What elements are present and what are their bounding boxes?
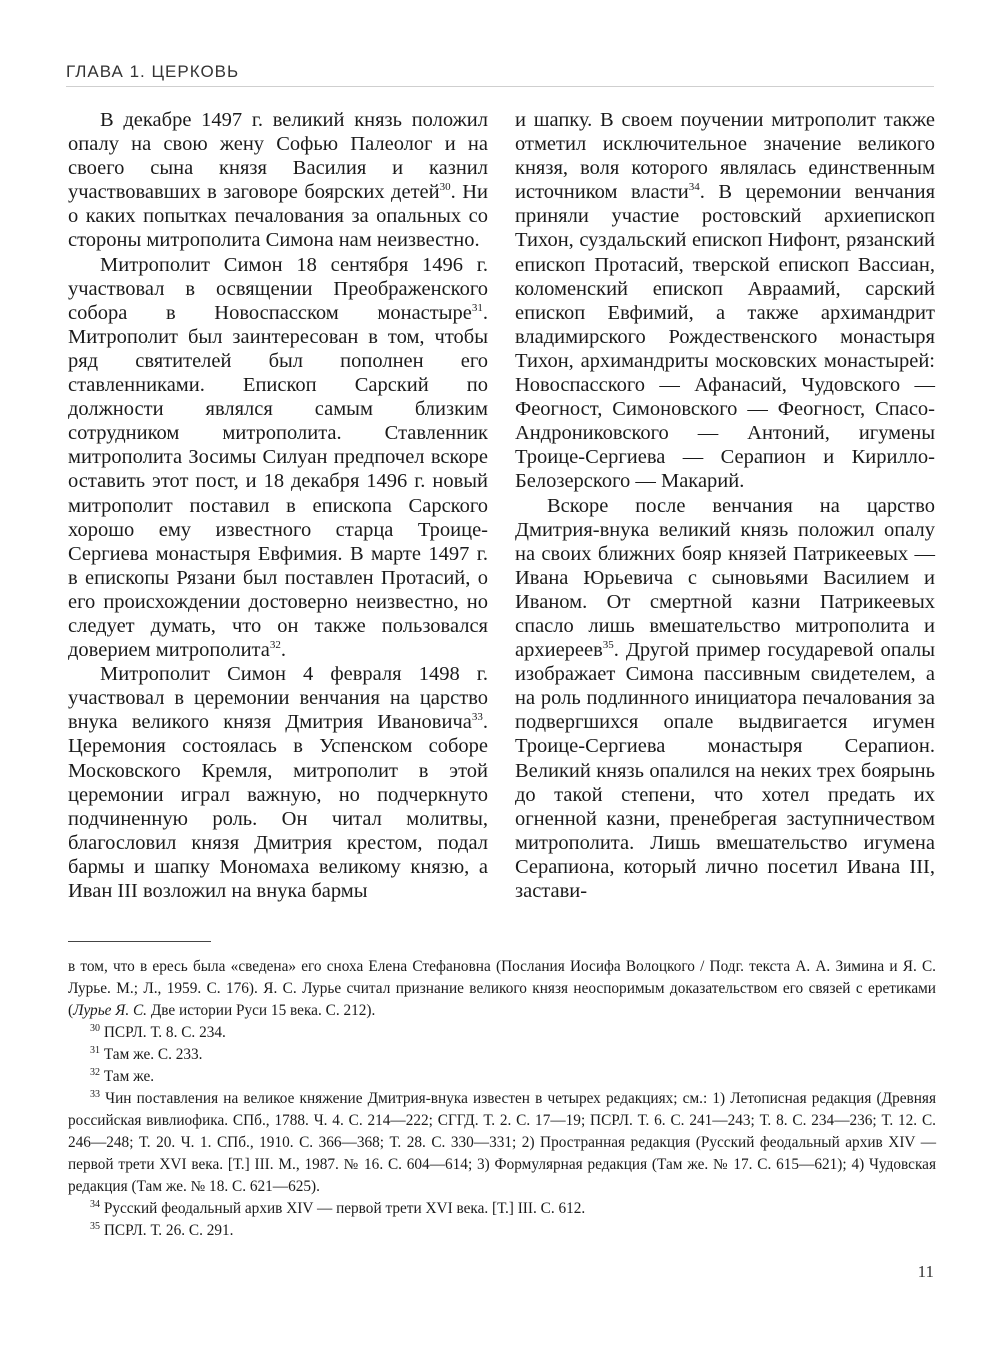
footnote-number: 35 xyxy=(90,1220,100,1232)
footnote-ref[interactable]: 32 xyxy=(269,639,281,652)
chapter-title: ГЛАВА 1. ЦЕРКОВЬ xyxy=(66,62,240,81)
paragraph-text: . xyxy=(280,639,286,662)
paragraph-text: . Ни о каких попытках печалования за опальных со стороны митрополита Симона нам неизвестно. xyxy=(68,181,488,252)
footnote-divider xyxy=(68,941,211,942)
paragraph-text: и шапку. В своем поучении митрополит также отметил исключительное значение великого князя, воля которого являлась единственным источником власти xyxy=(515,109,935,204)
footnote-text: Там же. xyxy=(100,1068,155,1085)
footnote-continuation xyxy=(68,956,936,1022)
paragraph-text: . Церемония состоялась в Успенском соборе Московского Кремля, митрополит в этой церемонии играл важную, но подчеркнуто подчиненную роль. Он читал молитвы, благословил князя Дмитрия крестом, подал бармы и шапку Мономаха великому князю, а Иван III возложил на внука бармы xyxy=(68,711,488,902)
footnote-ref[interactable]: 30 xyxy=(439,181,451,194)
paragraph xyxy=(68,253,488,663)
footnote-text: ПСРЛ. Т. 8. С. 234. xyxy=(100,1024,226,1041)
running-header xyxy=(66,58,934,87)
footnote xyxy=(68,1044,936,1066)
footnote-text: в том, что в ересь была «сведена» его сноха Елена Стефановна (Послания Иосифа Волоцкого / Подг. текста А. А. Зимина и Я. С. Лурье. М.; Л., 1959. С. 176). Я. С. Лурье считал признание великого князя неоспоримым доказательством его связей с еретиками ( xyxy=(68,958,936,1019)
paragraph-text: Митрополит Симон 18 сентября 1496 г. участвовал в освящении Преображенского собора в Новоспасском монастыре xyxy=(68,253,488,324)
right-column xyxy=(515,108,935,903)
footnote-ref[interactable]: 33 xyxy=(471,711,483,724)
paragraph xyxy=(68,662,488,903)
footnote-number: 33 xyxy=(90,1088,100,1100)
paragraph-text: Вскоре после венчания на царство Дмитрия-внука великий князь положил опалу на своих ближних бояр князей Патрикеевых — Ивана Юрьевича с сыновьями Василием и Иваном. От смертной казни Патрикеевых спасло лишь вмешательство митрополита и архиереев xyxy=(515,494,935,662)
paragraph xyxy=(515,108,935,494)
footnote-text: Там же. С. 233. xyxy=(100,1046,203,1063)
page-number: 11 xyxy=(917,1262,934,1281)
footnote xyxy=(68,1066,936,1088)
left-column xyxy=(68,108,488,903)
paragraph-text: . Митрополит был заинтересован в том, чтобы ряд святителей был пополнен его ставленниками. Епископ Сарский по должности являлся самым близким сотрудником митрополита. Ставленник митрополита Зосимы Силуан предпочел вскоре оставить этот пост, и 18 декабря 1496 г. новый митрополит поставил в епископа Сарского хорошо ему известного старца Троице-Сергиева монастыря Евфимия. В марте 1497 г. в епископы Рязани был поставлен Протасий, о его происхождении достоверно неизвестно, но следует думать, что он также пользовался доверием митрополита xyxy=(68,301,488,662)
footnote xyxy=(68,1220,936,1242)
footnote-number: 31 xyxy=(90,1044,100,1056)
paragraph-text: . Другой пример государевой опалы изображает Симона пассивным свидетелем, а на роль подлинного инициатора печалования за подвергшихся опале выдвигается игумен Троице-Сергиева монастыря Серапион. Великий князь опалился на неких трех боярынь до такой степени, что хотел предать их огненной казни, пренебрегая заступничеством митрополита. Лишь вмешательство игумена Серапиона, который лично посетил Ивана III, застави- xyxy=(515,639,935,902)
footnote xyxy=(68,1198,936,1220)
footnote-text: Чин поставления на великое княжение Дмитрия-внука известен в четырех редакциях; см.: 1) Летописная редакция (Древняя российская вивлиофика. СПб., 1788. Ч. 4. С. 214—222; СГГД. Т. 2. С. 17—19; ПСРЛ. Т. 6. С. 241—243; Т. 8. С. 234—236; Т. 12. С. 246—248; Т. 20. Ч. 1. СПб., 1910. С. 366—368; Т. 28. С. 330—331; 2) Пространная редакция (Русский феодальный архив XIV — первой трети XVI века. [Т.] III. М., 1987. № 16. С. 604—614; 3) Формулярная редакция (Там же. № 17. С. 615—621); 4) Чудовская редакция (Там же. № 18. С. 621—625). xyxy=(68,1090,936,1195)
paragraph-text: В декабре 1497 г. великий князь положил опалу на свою жену Софью Палеолог и на своего сына князя Василия и казнил участвовавших в заговоре боярских детей xyxy=(68,109,488,204)
footnotes xyxy=(68,956,936,1242)
paragraph xyxy=(68,108,488,253)
footnote xyxy=(68,1022,936,1044)
footnote-ref[interactable]: 34 xyxy=(688,181,700,194)
footnote-number: 32 xyxy=(90,1066,100,1078)
paragraph-text: Митрополит Симон 4 февраля 1498 г. участвовал в церемонии венчания на царство внука великого князя Дмитрия Ивановича xyxy=(68,663,488,734)
footnote-text: Русский феодальный архив XIV — первой трети XVI века. [Т.] III. С. 612. xyxy=(100,1200,586,1217)
paragraph xyxy=(515,494,935,904)
footnote-text: Две истории Руси 15 века. С. 212). xyxy=(147,1002,376,1019)
footnote-author: Лурье Я. С. xyxy=(73,1002,148,1019)
footnote-number: 30 xyxy=(90,1022,100,1034)
footnote xyxy=(68,1088,936,1198)
footnote-text: ПСРЛ. Т. 26. С. 291. xyxy=(100,1222,234,1239)
footnote-ref[interactable]: 35 xyxy=(602,639,614,652)
footnote-ref[interactable]: 31 xyxy=(471,301,483,314)
footnote-number: 34 xyxy=(90,1198,100,1210)
paragraph-text: . В церемонии венчания приняли участие ростовский архиепископ Тихон, суздальский епископ Нифонт, рязанский епископ Протасий, тверской епископ Вассиан, коломенский епископ Авраамий, сарский епископ Евфимий, а также архимандрит владимирского Рождественского монастыря Тихон, архимандриты московских монастырей: Новоспасского — Афанасий, Чудовского — Феогност, Симоновского — Феогност, Спасо-Андрониковского — Антоний, игумены Троице-Сергиева — Серапион и Кирилло-Белозерского — Макарий. xyxy=(515,181,935,493)
